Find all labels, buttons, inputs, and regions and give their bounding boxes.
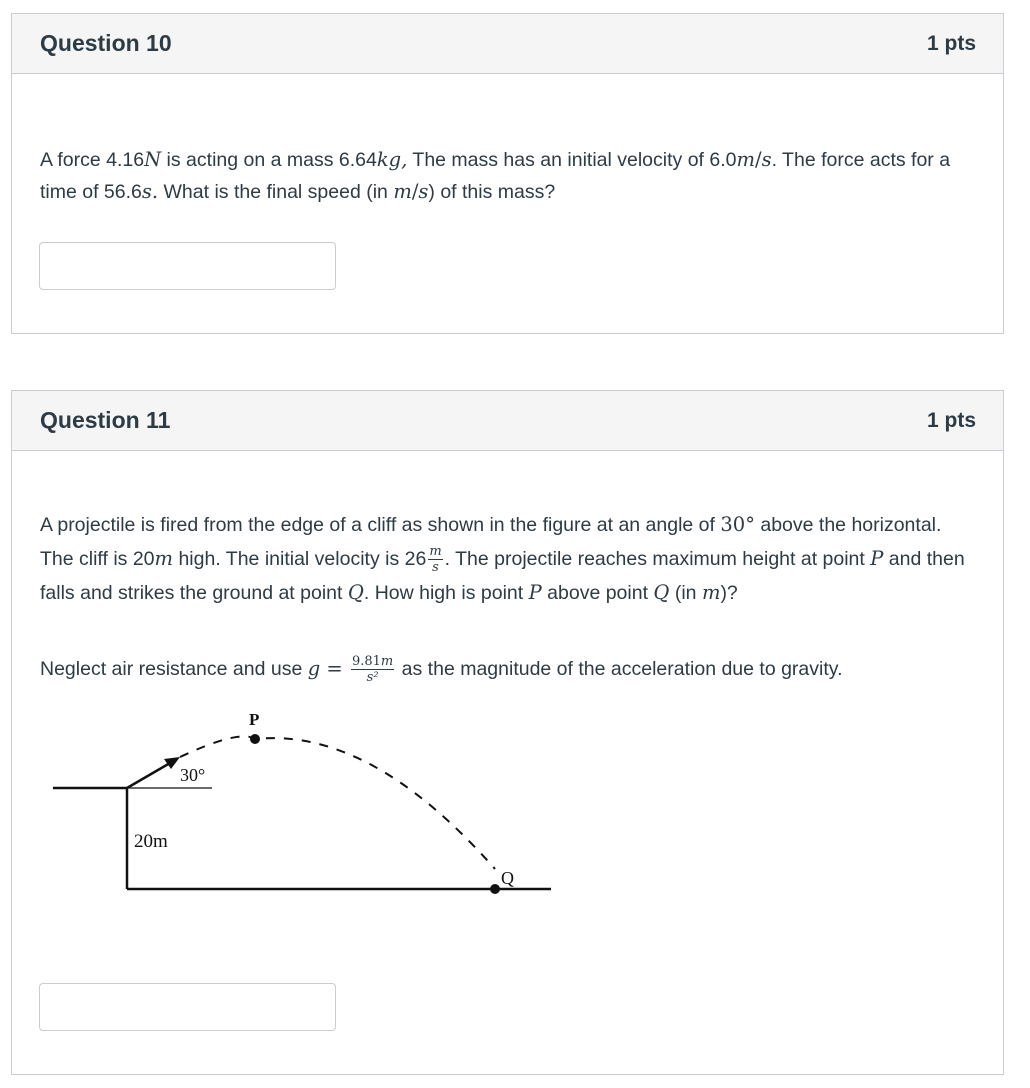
question-11-gravity-text <box>40 653 980 685</box>
q10-math-kg: kg, <box>376 148 408 171</box>
q11-velocity-fraction <box>428 545 442 574</box>
q11-text-part: as the magnitude of the acceleration due to gravity. <box>396 658 843 680</box>
q11-math-m: m <box>154 547 174 570</box>
fraction-numerator-unit: m <box>380 654 394 670</box>
velocity-arrow-head <box>164 757 180 769</box>
q11-math-g: g <box>307 657 321 680</box>
q10-math-s3: s <box>418 180 429 203</box>
question-11-header <box>12 391 1003 451</box>
q11-math-P2: P <box>528 581 542 604</box>
figure-label-q: Q <box>501 868 514 888</box>
question-11-text <box>40 508 980 610</box>
trajectory-path <box>180 736 495 869</box>
point-p-marker <box>250 734 260 744</box>
q11-text-part: . How high is point <box>363 582 529 604</box>
q11-text-part: A projectile is fired from the edge of a cliff as shown in the figure at an angle of <box>40 514 721 536</box>
fraction-numerator-value: 9.81 <box>351 654 381 670</box>
q10-math-s2: s. <box>141 180 159 203</box>
point-q-marker <box>490 884 500 894</box>
q11-text-part: )? <box>720 582 738 604</box>
question-10-card <box>11 13 1004 334</box>
q11-math-eq: = <box>320 657 349 680</box>
question-10-text <box>40 144 970 208</box>
figure-label-angle: 30° <box>180 765 206 785</box>
q11-gravity-fraction <box>351 655 394 684</box>
q10-math-N: N <box>144 148 162 171</box>
q11-text-part: high. The initial velocity is 26 <box>173 548 427 570</box>
question-10-points: 1 pts <box>926 31 976 55</box>
fraction-denominator: s <box>432 560 439 576</box>
fraction-numerator <box>351 655 394 670</box>
q11-text-part: and then falls and strikes the ground at point <box>40 548 965 604</box>
question-10-answer-input[interactable] <box>39 242 336 290</box>
figure-label-height: 20m <box>134 831 168 852</box>
question-11-answer-input[interactable] <box>39 983 336 1031</box>
q11-math-m2: m <box>701 581 721 604</box>
q11-text-part: above the horizontal. The cliff is 20 <box>40 514 942 570</box>
q10-math-m: m <box>736 148 755 171</box>
q11-math-Q2: Q <box>653 581 670 604</box>
q11-math-deg: ° <box>745 513 755 536</box>
figure-label-p: P <box>249 710 260 729</box>
q11-text-part: . The projectile reaches maximum height at point <box>444 548 871 570</box>
q10-math-slash: / <box>754 148 762 171</box>
question-10-title: Question 10 <box>40 30 172 56</box>
q10-text-part: What is the final speed (in <box>158 181 394 203</box>
q11-math-P: P <box>870 547 884 570</box>
q11-text-part: Neglect air resistance and use <box>40 658 308 680</box>
q10-math-s: s <box>761 148 772 171</box>
question-11-card <box>11 390 1004 1075</box>
fraction-denominator: s² <box>366 670 379 686</box>
q11-text-part: above point <box>541 582 654 604</box>
q10-text-part: is acting on a mass 6.64 <box>161 149 377 171</box>
q10-text-part: . The force acts for a time of 56.6 <box>40 149 951 203</box>
q11-math-Q: Q <box>347 581 364 604</box>
fraction-numerator: m <box>429 544 442 560</box>
q10-math-slash2: / <box>411 180 419 203</box>
question-11-points: 1 pts <box>926 408 976 432</box>
velocity-arrow-line <box>127 763 170 788</box>
q11-math-30: 30 <box>720 513 746 536</box>
q10-text-part: The mass has an initial velocity of 6.0 <box>407 149 737 171</box>
q11-text-part: (in <box>669 582 702 604</box>
projectile-figure <box>40 707 560 933</box>
question-11-title: Question 11 <box>40 407 171 433</box>
q10-text-part: ) of this mass? <box>428 181 556 203</box>
q10-text-part: A force 4.16 <box>40 149 145 171</box>
question-10-header <box>12 14 1003 74</box>
q10-math-m2: m <box>393 180 412 203</box>
